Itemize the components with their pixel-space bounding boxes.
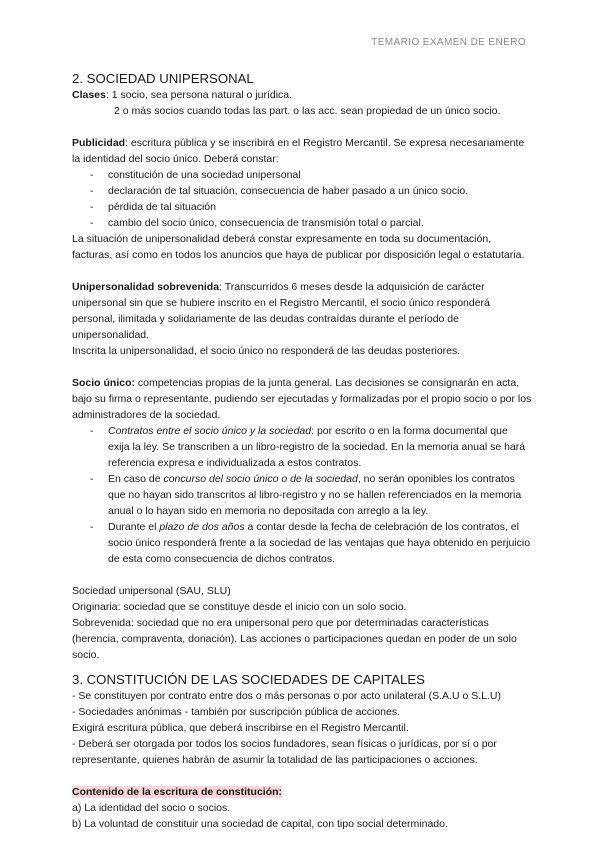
publicidad-after: La situación de unipersonalidad deberá constar expresamente en toda su documentación, facturas, así como en todos los anuncios que haya de publicar por disposición legal o estatutaria. <box>72 233 525 261</box>
contenido-b: b) La voluntad de constituir una sociedad de capital, con tipo social determinado. <box>72 818 448 830</box>
originaria-line: Originaria: sociedad que se constituye desde el inicio con un solo socio. <box>72 601 407 613</box>
list-item: - En caso de concurso del socio único o de la sociedad, no serán oponibles los contratos que no hayan sido transcritos al libro-registro y no se hallen referenciados en la memoria anual o lo hayan sido en memoria no depositada con arreglo a la ley. <box>72 471 532 519</box>
running-header: TEMARIO EXAMEN DE ENERO <box>371 37 526 48</box>
section-3-title: 3. CONSTITUCIÓN DE LAS SOCIEDADES DE CAPITALES <box>72 672 425 687</box>
clases-label: Clases <box>72 89 106 101</box>
clases-text-1: : 1 socio, sea persona natural o jurídica. <box>105 89 293 101</box>
clases-text-2: 2 o más socios cuando todas las part. o las acc. sean propiedad de un único socio. <box>114 105 501 117</box>
sobrevenida-def: Sobrevenida: sociedad que no era unipersonal pero que por determinadas características (herencia, compraventa, donación). Las acciones o participaciones quedan en poder de un solo socio. <box>72 617 517 661</box>
list-item: - cambio del socio único, consecuencia de transmisión total o parcial. <box>72 215 532 231</box>
contenido-a: a) La identidad del socio o socios. <box>72 802 231 814</box>
publicidad-paragraph <box>72 135 532 167</box>
sobrevenida-text: : Transcurridos 6 meses desde la adquisición de carácter unipersonal sin que se hubiere inscrito en el Registro Mercantil, el socio único responderá personal, ilimitada y solidariamente de las deudas contraídas durante el período de unipersonalidad. <box>72 281 490 341</box>
publicidad-list <box>72 167 532 231</box>
contenido-heading <box>72 784 532 800</box>
list-item: - constitución de una sociedad unipersonal <box>72 167 532 183</box>
publicidad-label: Publicidad <box>72 137 126 149</box>
publicidad-text: : escritura pública y se inscribirá en el Registro Mercantil. Se expresa necesariamente la identidad del socio único. Deberá constar: <box>72 137 525 165</box>
list-item: - declaración de tal situación, consecuencia de haber pasado a un único socio. <box>72 183 532 199</box>
list-item: - Contratos entre el socio único y la sociedad: por escrito o en la forma documental que exija la ley. Se transcriben a un libro-registro de la sociedad. En la memoria anual se hará referencia expresa e individualizada a estos contratos. <box>72 423 532 471</box>
list-item: - pérdida de tal situación <box>72 199 532 215</box>
s3-line-3: Exigirá escritura pública, que deberá inscribirse en el Registro Mercantil. <box>72 722 409 734</box>
sobrevenida-after: Inscrita la unipersonalidad, el socio único no responderá de las deudas posteriores. <box>72 345 461 357</box>
socio-unico-text: competencias propias de la junta general. Las decisiones se consignarán en acta, bajo su firma o representante, pudiendo ser ejecutadas y formalizadas por el propio socio o por los administradores de la sociedad. <box>72 377 532 421</box>
s3-line-1: - Se constituyen por contrato entre dos o más personas o por acto unilateral (S.A.U o S.L.U) <box>72 690 501 702</box>
contenido-highlight: Contenido de la escritura de constitución: <box>72 786 283 798</box>
document-body <box>72 70 532 832</box>
list-item: - Durante el plazo de dos años a contar desde la fecha de celebración de los contratos, el socio único responderá frente a la sociedad de las ventajas que haya obtenido en perjuicio de esta como consecuencia de dichos contratos. <box>72 519 532 567</box>
clases-line <box>72 87 532 103</box>
socio-unico-label: Socio único: <box>72 377 135 389</box>
sobrevenida-paragraph <box>72 279 532 343</box>
socio-unico-list <box>72 423 532 567</box>
section-2-title: 2. SOCIEDAD UNIPERSONAL <box>72 71 254 86</box>
sau-line: Sociedad unipersonal (SAU, SLU) <box>72 585 231 597</box>
s3-line-4: - Deberá ser otorgada por todos los socios fundadores, sean físicas o jurídicas, por sí o por representante, quienes habrán de asumir la totalidad de las participaciones o acciones. <box>72 738 497 766</box>
sobrevenida-label: Unipersonalidad sobrevenida <box>72 281 220 293</box>
s3-line-2: - Sociedades anónimas - también por suscripción pública de acciones. <box>72 706 401 718</box>
socio-unico-paragraph <box>72 375 532 423</box>
